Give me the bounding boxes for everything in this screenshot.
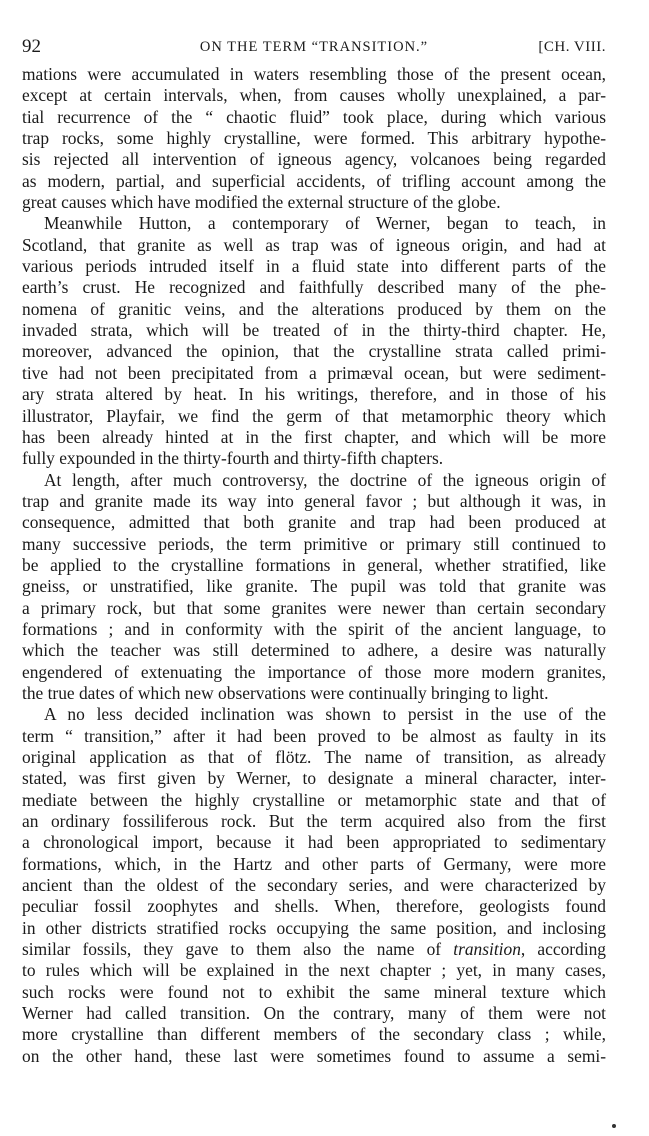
text-line: be applied to the crystalline formations in general, whether stratified, like [22, 554, 606, 575]
chapter-reference: [CH. VIII. [538, 39, 606, 55]
text-line: many successive periods, the term primitive or primary still continued to [22, 533, 606, 554]
text-line: trap rocks, some highly crystalline, were formed. This arbitrary hypothe- [22, 128, 606, 149]
text-line: nomena of granitic veins, and the alterations produced by them on the [22, 298, 606, 319]
text-line: ancient than the oldest of the secondary series, and were characterized by [22, 875, 606, 896]
running-head [22, 30, 606, 64]
text-line: a chronological import, because it had been appropriated to sedimentary [22, 832, 606, 853]
text-line: gneiss, or unstratified, like granite. The pupil was told that granite was [22, 576, 606, 597]
text-line: more crystalline than different members of the secondary class ; while, [22, 1024, 606, 1045]
text-line: great causes which have modified the external structure of the globe. [22, 192, 501, 213]
text-line: an ordinary fossiliferous rock. But the term acquired also from the first [22, 811, 606, 832]
text-line: the true dates of which new observations were continually bringing to light. [22, 682, 549, 703]
text-line: except at certain intervals, when, from causes wholly unexplained, a par- [22, 85, 606, 106]
text-line: a primary rock, but that some granites were newer than certain secondary [22, 597, 606, 618]
text-line: moreover, advanced the opinion, that the crystalline strata called primi- [22, 341, 606, 362]
text-line: fully expounded in the thirty-fourth and thirty-fifth chapters. [22, 448, 444, 469]
text-line: tial recurrence of the “ chaotic fluid” took place, during which various [22, 106, 606, 127]
text-line: mediate between the highly crystalline or metamorphic state and that of [22, 789, 606, 810]
text-line: in other districts stratified rocks occupying the same position, and inclosing [22, 917, 606, 938]
book-page [22, 30, 606, 1067]
page-speck [612, 1124, 616, 1128]
text-line: peculiar fossil zoophytes and shells. When, therefore, geologists found [22, 896, 606, 917]
text-line: original application as that of flötz. The name of transition, as already [22, 747, 606, 767]
body-text [22, 64, 606, 1067]
text-line: Scotland, that granite as well as trap was of igneous origin, and had at [22, 234, 606, 255]
text-line: as modern, partial, and superficial accidents, of trifling account among the [22, 170, 606, 191]
text-line: invaded strata, which will be treated of in the thirty-third chapter. He, [22, 320, 606, 341]
paragraph [22, 470, 606, 705]
text-line: to rules which will be explained in the next chapter ; yet, in many cases, [22, 960, 606, 981]
text-line: earth’s crust. He recognized and faithfully described many of the phe- [22, 277, 606, 298]
text-line: A no less decided inclination was shown to persist in the use of the [44, 704, 606, 725]
text-line: various periods intruded itself in a fluid state into different parts of the [22, 256, 606, 277]
page-number: 92 [22, 36, 41, 57]
text-line: similar fossils, they gave to them also the name of transition, according [22, 939, 606, 960]
text-line: tive had not been precipitated from a primæval ocean, but were sediment- [22, 362, 606, 383]
text-line: At length, after much controversy, the doctrine of the igneous origin of [44, 469, 606, 490]
text-line: which the teacher was still determined to adhere, a desire was naturally [22, 640, 606, 661]
running-head-title: ON THE TERM “TRANSITION.” [199, 39, 429, 55]
text-line: mations were accumulated in waters resembling those of the present ocean, [22, 64, 606, 84]
text-line: such rocks were found not to exhibit the same mineral texture which [22, 981, 606, 1002]
text-line: Meanwhile Hutton, a contemporary of Werner, began to teach, in [44, 213, 606, 234]
text-line: term “ transition,” after it had been proved to be almost as faulty in its [22, 725, 606, 746]
text-line: consequence, admitted that both granite and trap had been produced at [22, 512, 606, 533]
text-line: trap and granite made its way into general favor ; but although it was, in [22, 490, 606, 511]
text-line: engendered of extenuating the importance of those more modern granites, [22, 661, 606, 682]
text-line: on the other hand, these last were sometimes found to assume a semi- [22, 1045, 606, 1066]
paragraph [22, 213, 606, 469]
text-line: formations ; and in conformity with the spirit of the ancient language, to [22, 618, 606, 639]
text-line: illustrator, Playfair, we find the germ of that metamorphic theory which [22, 405, 606, 426]
text-line: formations, which, in the Hartz and other parts of Germany, were more [22, 853, 606, 874]
paragraph [22, 704, 606, 1067]
text-line: ary strata altered by heat. In his writings, therefore, and in those of his [22, 384, 606, 405]
text-line: Werner had called transition. On the contrary, many of them were not [22, 1003, 606, 1024]
text-line: has been already hinted at in the first chapter, and which will be more [22, 426, 606, 447]
text-line: sis rejected all intervention of igneous agency, volcanoes being regarded [22, 149, 606, 170]
paragraph [22, 64, 606, 213]
text-line: stated, was first given by Werner, to designate a mineral character, inter- [22, 768, 606, 789]
